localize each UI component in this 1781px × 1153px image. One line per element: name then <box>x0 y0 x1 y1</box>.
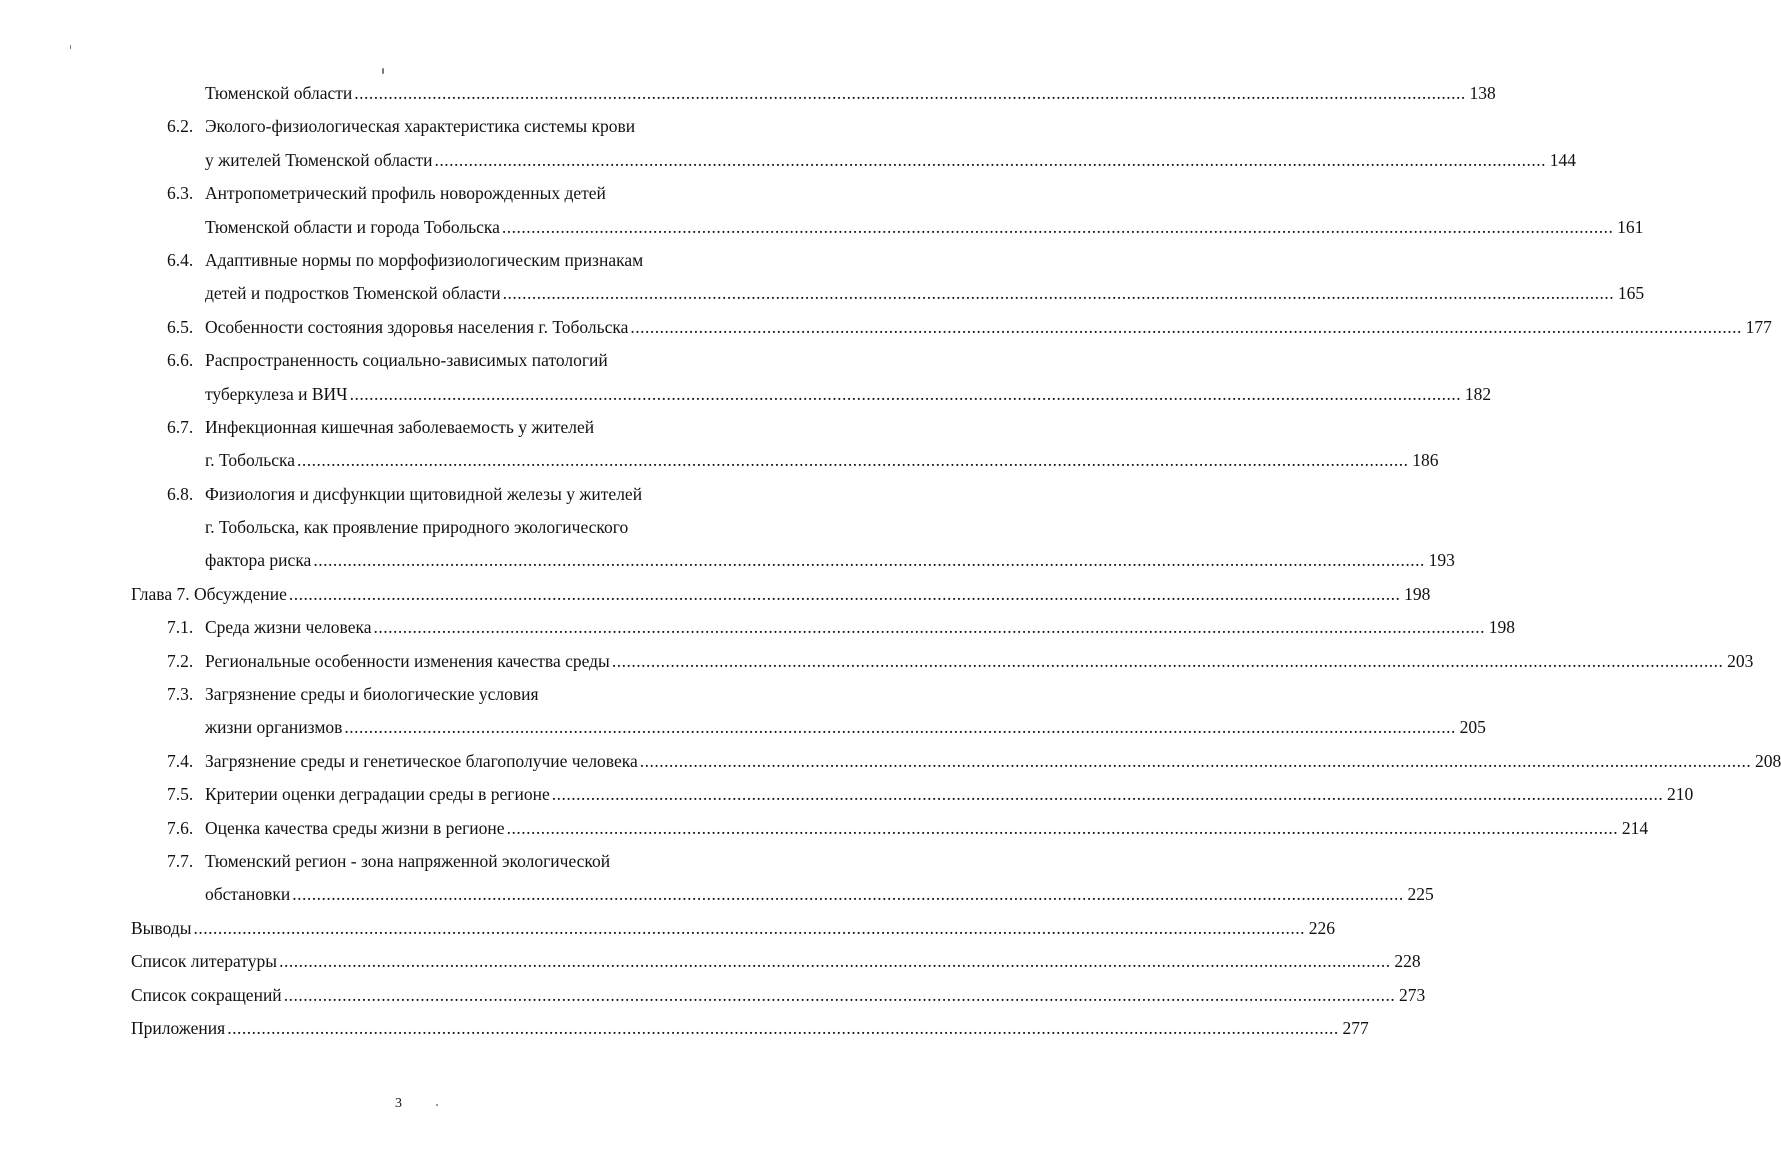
scan-speck <box>70 45 71 49</box>
toc-entry <box>131 411 735 444</box>
toc-entry-number: 6.4. <box>167 249 194 270</box>
toc-entry-title: Оценка качества среды жизни в регионе <box>205 817 505 838</box>
toc-entry <box>131 144 1576 177</box>
toc-dot-leader <box>502 211 1614 244</box>
toc-entry-title: Выводы <box>131 917 192 938</box>
toc-entry-title: Адаптивные нормы по морфофизиологическим признакам <box>205 249 644 270</box>
toc-entry-title: Загрязнение среды и биологические условия <box>205 684 539 705</box>
toc-dot-leader <box>630 311 1742 344</box>
toc-entry <box>131 878 1434 911</box>
toc-entry-number: 6.7. <box>167 416 194 437</box>
toc-dot-leader <box>227 1012 1339 1045</box>
toc-dot-leader <box>552 778 1664 811</box>
toc-entry-title: г. Тобольска <box>205 450 295 471</box>
toc-dot-leader <box>193 912 1305 945</box>
toc-entry-number: 6.2. <box>167 116 194 137</box>
toc-entry-title: фактора риска <box>205 550 312 571</box>
toc-entry-page: 138 <box>1469 83 1496 103</box>
toc-dot-leader <box>292 878 1404 911</box>
toc-entry <box>131 177 735 210</box>
scan-speck <box>436 1104 438 1106</box>
toc-dot-leader <box>297 444 1409 477</box>
toc-entry-page: 228 <box>1394 951 1421 972</box>
toc-entry-title: Инфекционная кишечная заболеваемость у жителей <box>205 416 595 437</box>
toc-entry-title: Региональные особенности изменения качества среды <box>205 650 610 671</box>
toc-dot-leader <box>612 645 1724 678</box>
toc-entry-page: 144 <box>1549 149 1576 170</box>
toc-entry <box>131 845 735 878</box>
page-number: 3 <box>395 1096 402 1111</box>
toc-entry-page: 210 <box>1666 784 1694 805</box>
toc-entry <box>131 979 1426 1012</box>
toc-dot-leader <box>313 544 1425 577</box>
toc-entry-page: 226 <box>1308 917 1335 938</box>
toc-entry-title: Загрязнение среды и генетическое благополучие человека <box>205 750 638 771</box>
toc-entry-page: 225 <box>1407 884 1434 905</box>
toc-entry-title: жизни организмов <box>205 717 343 738</box>
toc-entry <box>131 611 1515 644</box>
toc-entry-title: Глава 7. Обсуждение <box>131 583 287 604</box>
toc-entry-number: 7.5. <box>167 784 194 805</box>
toc-entry-page: 198 <box>1404 583 1431 604</box>
toc-entry <box>131 511 735 544</box>
toc-entry-number: 7.6. <box>167 817 194 838</box>
toc-entry-page: 186 <box>1412 450 1439 471</box>
toc-entry-title: обстановки <box>205 884 291 905</box>
toc-entry-number: 7.1. <box>167 617 194 638</box>
toc-entry-title: Тюменский регион - зона напряженной экологической <box>205 850 611 871</box>
toc-entry <box>131 444 1439 477</box>
toc-entry-title: Приложения <box>131 1017 226 1038</box>
toc-entry <box>131 478 735 511</box>
toc-entry-number: 6.8. <box>167 483 194 504</box>
toc-entry-page: 205 <box>1459 717 1486 738</box>
toc-entry-page: 182 <box>1464 383 1492 404</box>
toc-entry <box>131 578 1431 611</box>
toc-entry-title: у жителей Тюменской области <box>205 149 433 170</box>
toc-dot-leader <box>507 812 1619 845</box>
toc-entry <box>131 945 1421 978</box>
toc-entry-page: 277 <box>1342 1017 1369 1038</box>
toc-entry-page: 214 <box>1621 817 1649 838</box>
toc-dot-leader <box>344 711 1456 744</box>
toc-entry <box>131 778 1694 811</box>
toc-entry-page: 177 <box>1745 316 1772 337</box>
toc-entry-title: Критерии оценки деградации среды в регионе <box>205 784 550 805</box>
toc-entry-title: Распространенность социально-зависимых патологий <box>205 350 608 371</box>
toc-dot-leader <box>289 578 1401 611</box>
toc-entry <box>131 277 1645 310</box>
toc-entry-title: Среда жизни человека <box>205 617 372 638</box>
toc-entry-title: детей и подростков Тюменской области <box>205 283 501 304</box>
toc-dot-leader <box>354 77 1466 110</box>
toc-entry-page: 198 <box>1488 617 1515 638</box>
table-of-contents <box>131 77 1781 1045</box>
toc-entry-page: 208 <box>1754 750 1781 771</box>
toc-entry-page: 165 <box>1617 283 1645 304</box>
toc-entry <box>131 311 1772 344</box>
toc-entry-number: 7.2. <box>167 650 194 671</box>
toc-dot-leader <box>503 277 1615 310</box>
toc-entry <box>131 912 1335 945</box>
toc-entry <box>131 645 1754 678</box>
toc-entry <box>131 378 1492 411</box>
toc-entry <box>131 110 735 143</box>
toc-entry <box>131 711 1486 744</box>
toc-entry-title: Список литературы <box>131 951 278 972</box>
toc-entry-title: Тюменской области <box>205 83 353 103</box>
toc-entry <box>131 544 1455 577</box>
toc-entry-title: Тюменской области и города Тобольска <box>205 216 500 237</box>
toc-dot-leader <box>373 611 1485 644</box>
toc-entry-page: 161 <box>1617 216 1644 237</box>
scan-speck <box>382 68 384 74</box>
toc-entry <box>131 745 1781 778</box>
toc-entry-number: 6.6. <box>167 350 194 371</box>
toc-dot-leader <box>350 378 1462 411</box>
toc-entry-title: Особенности состояния здоровья населения г. Тобольска <box>205 316 629 337</box>
toc-entry-title: Антропометрический профиль новорожденных детей <box>205 183 606 204</box>
toc-entry-page: 203 <box>1727 650 1754 671</box>
toc-entry <box>131 678 735 711</box>
toc-entry <box>131 244 735 277</box>
toc-entry-page: 273 <box>1398 984 1426 1005</box>
toc-dot-leader <box>640 745 1752 778</box>
toc-entry <box>131 812 1649 845</box>
toc-entry-number: 7.3. <box>167 684 194 705</box>
toc-entry-number: 6.3. <box>167 183 194 204</box>
toc-entry-number: 7.7. <box>167 850 194 871</box>
toc-entry-title: г. Тобольска, как проявление природного экологического <box>205 517 629 538</box>
toc-entry-number: 6.5. <box>167 316 194 337</box>
toc-entry-title: Эколого-физиологическая характеристика системы крови <box>205 116 636 137</box>
toc-entry-title: туберкулеза и ВИЧ <box>205 383 348 404</box>
toc-entry <box>131 344 735 377</box>
toc-dot-leader <box>434 144 1546 177</box>
toc-entry-page: 193 <box>1428 550 1455 571</box>
toc-entry-title: Физиология и дисфункции щитовидной железы у жителей <box>205 483 643 504</box>
toc-entry <box>131 1012 1369 1045</box>
toc-dot-leader <box>284 979 1396 1012</box>
toc-dot-leader <box>279 945 1391 978</box>
toc-entry-title: Список сокращений <box>131 984 282 1005</box>
toc-entry-number: 7.4. <box>167 750 194 771</box>
toc-entry <box>131 211 1644 244</box>
toc-entry <box>131 77 1496 110</box>
